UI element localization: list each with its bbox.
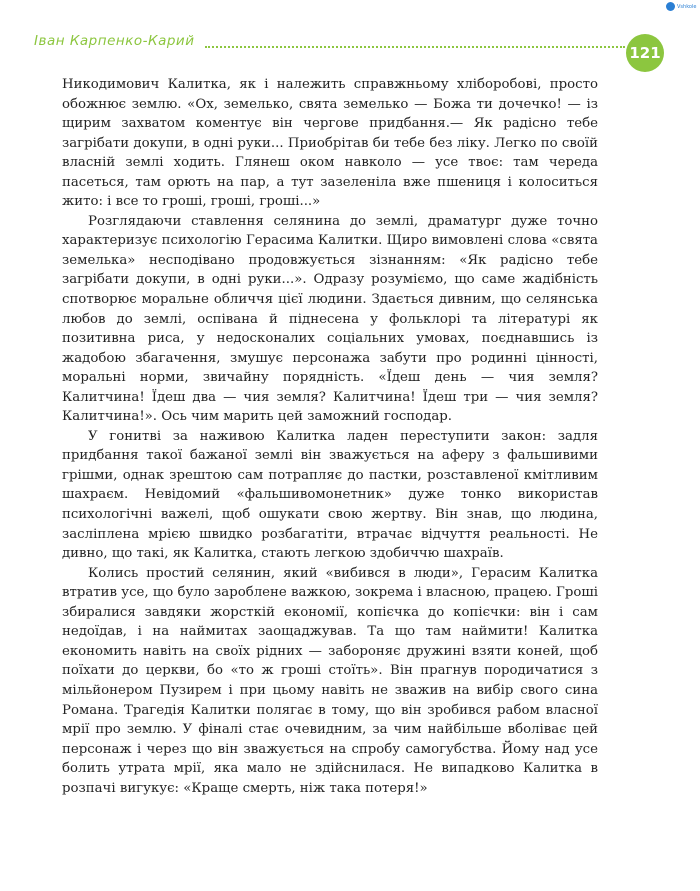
paragraph-3: У гонитві за наживою Калитка ладен переступити закон: задля придбання такої бажаної землі він зважується на аферу з фальшивими грішми, однак зрештою сам потрапляє до пастки, розставленої кмітливим шахраєм. Невідомий «фальшивомонетник» дуже тонко використав психологічні важелі, щоб ошукати свою жертву. Він знав, що людина, засліплена мрією швидко розбагатіти, втрачає відчуття реальності. Не дивно, що такі, як Калитка, стають легкою здобиччю шахраїв. [62, 428, 598, 562]
brand-logo-icon [666, 2, 675, 11]
header-dotted-rule [205, 46, 625, 48]
page-body-text [62, 75, 598, 798]
page-number-badge: 121 [626, 34, 664, 72]
running-header-title: Іван Карпенко-Карий [34, 33, 195, 49]
publisher-logo [666, 2, 696, 11]
publisher-logo-text: Vshkole [677, 3, 697, 10]
paragraph-2: Розглядаючи ставлення селянина до землі, драматург дуже точно характеризує психологію Герасима Калитки. Щиро вимовлені слова «свята земелька» несподівано продовжується зізнанням: «Як радісно тебе загрібати докупи, в одні руки...». Одразу розуміємо, що саме жадібність спотворює моральне обличчя цієї людини. Здається дивним, що селянська любов до землі, оспівана й піднесена у фольклорі та літературі як позитивна риса, у недосконалих соціальних умовах, поєднавшись із жадобою збагачення, змушує персонажа забути про родинні цінності, моральні норми, звичайну порядність. «Їдеш день — чия земля? Калитчина! Їдеш два — чия земля? Калитчина! Їдеш три — чия земля? Калитчина!». Ось чим марить цей заможний господар. [62, 213, 598, 425]
paragraph-4: Колись простий селянин, який «вибився в люди», Герасим Калитка втратив усе, що було зароблене важкою, зокрема і власною, працею. Гроші збиралися завдяки жорсткій економії, копієчка до копієчки: він і сам недоїдав, і на наймитах заощаджував. Та що там наймити! Калитка економить навіть на своїх рідних — забороняє дружині взяти коней, щоб поїхати до церкви, бо «то ж гроші стоїть». Він прагнув породичатися з мільйонером Пузирем і при цьому навіть не зважив на вибір свого сина Романа. Трагедія Калитки полягає в тому, що він зробився рабом власної мрії про землю. У фіналі стає очевидним, за чим найбільше вболіває цей персонаж і через що він зважується на спробу самогубства. Йому над усе болить утрата мрії, яка мало не здійснилася. Не випадково Калитка в розпачі вигукує: «Краще смерть, ніж така потеря!» [62, 565, 598, 796]
paragraph-1: Никодимович Калитка, як і належить справжньому хліборобові, просто обожнює землю. «Ох, земелько, свята земелько — Божа ти дочечко! — із щирим захватом коментує він чергове придбання.— Як радісно тебе загрібати докупи, в одні руки... Приобрітав би тебе без ліку. Легко по своїй власній землі ходить. Глянеш оком навколо — усе твоє: там череда пасеться, там орють на пар, а тут зазеленіла вже пшениця і колоситься жито: і все то гроші, гроші, гроші...» [62, 77, 598, 210]
